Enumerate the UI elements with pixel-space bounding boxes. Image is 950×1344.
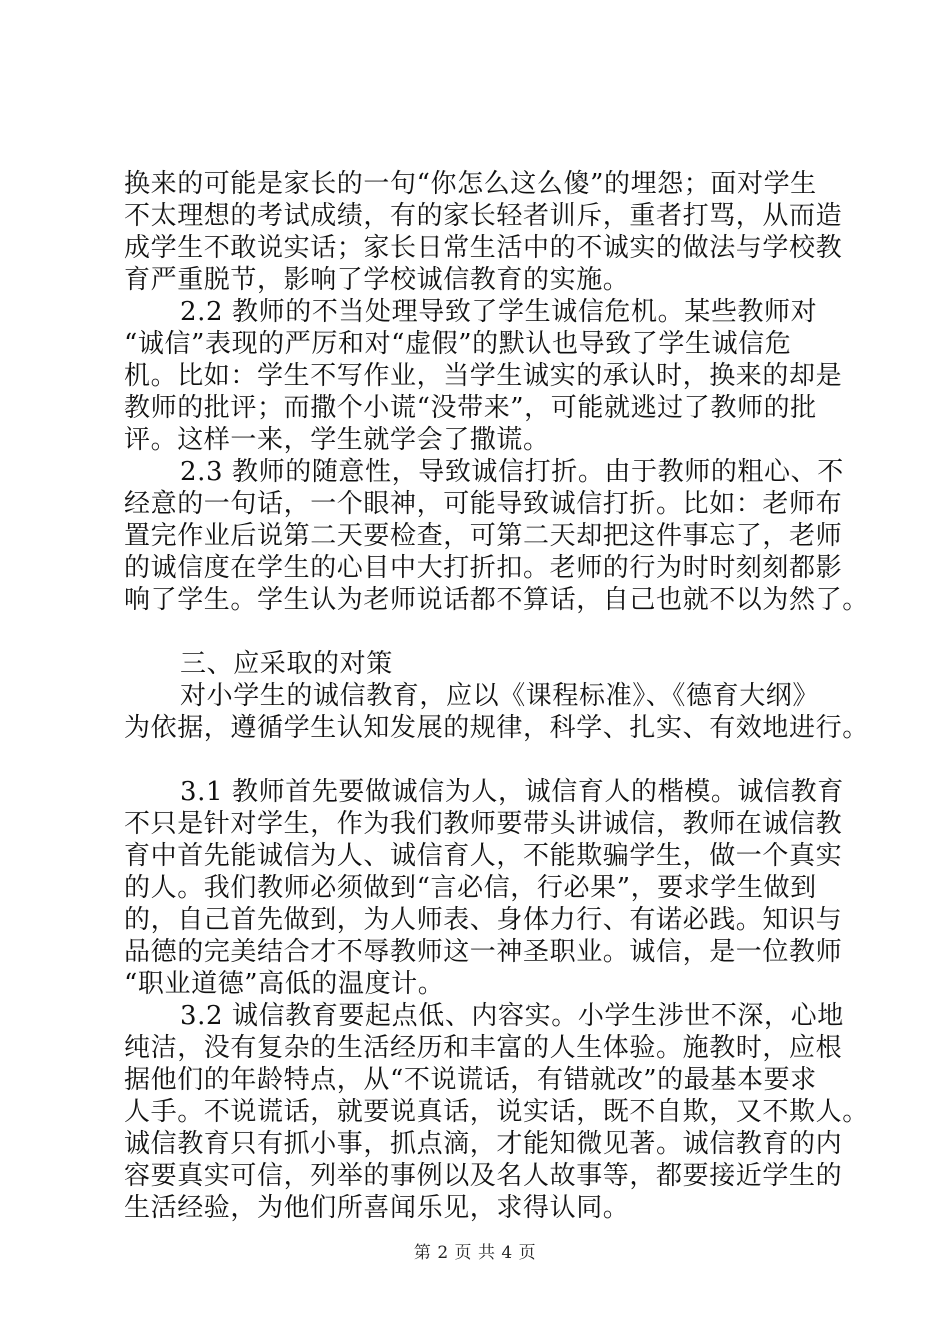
- text-line: 对小学生的诚信教育，应以《课程标准》、《德育大纲》: [180, 681, 820, 711]
- text-line: “职业道德”高低的温度计。: [124, 969, 445, 999]
- text-line: 容要真实可信，列举的事例以及名人故事等，都要接近学生的: [124, 1161, 843, 1191]
- blank-line: [124, 616, 829, 648]
- text-line: 2.3 教师的随意性，导致诚信打折。由于教师的粗心、不: [180, 457, 844, 487]
- section-3-intro: [124, 648, 869, 744]
- text-line: 机。比如：学生不写作业，当学生诚实的承认时，换来的却是: [124, 361, 843, 391]
- page-number: 第 2 页 共 4 页: [413, 1243, 537, 1263]
- text-line: 不只是针对学生，作为我们教师要带头讲诚信，教师在诚信教: [124, 809, 843, 839]
- text-line: 人手。不说谎话，就要说真话，说实话，既不自欺，又不欺人。: [124, 1097, 869, 1127]
- text-line: “诚信”表现的严厉和对“虚假”的默认也导致了学生诚信危: [124, 329, 792, 359]
- page-footer: [0, 1242, 950, 1264]
- paragraph-3-2: [124, 1000, 869, 1224]
- paragraph-continuation: [124, 168, 843, 296]
- paragraph-2-3: [124, 456, 869, 616]
- text-line: 育严重脱节，影响了学校诚信教育的实施。: [124, 265, 630, 295]
- text-line: 换来的可能是家长的一句“你怎么这么傻”的埋怨；面对学生: [124, 169, 817, 199]
- text-line: 的，自己首先做到，为人师表、身体力行、有诺必践。知识与: [124, 905, 843, 935]
- text-line: 的诚信度在学生的心目中大打折扣。老师的行为时时刻刻都影: [124, 553, 843, 583]
- paragraph-3-1: [124, 776, 844, 1000]
- text-line: 经意的一句话，一个眼神，可能导致诚信打折。比如：老师布: [124, 489, 843, 519]
- text-line: 2.2 教师的不当处理导致了学生诚信危机。某些教师对: [180, 297, 818, 327]
- text-line: 教师的批评；而撒个小谎“没带来”，可能就逃过了教师的批: [124, 393, 817, 423]
- text-line: 育中首先能诚信为人、诚信育人，不能欺骗学生，做一个真实: [124, 841, 843, 871]
- text-line: 据他们的年龄特点，从“不说谎话，有错就改”的最基本要求: [124, 1065, 817, 1095]
- text-line: 品德的完美结合才不辱教师这一神圣职业。诚信，是一位教师: [124, 937, 843, 967]
- blank-line: [124, 744, 829, 776]
- text-line: 成学生不敢说实话；家长日常生活中的不诚实的做法与学校教: [124, 233, 843, 263]
- text-line: 诚信教育只有抓小事，抓点滴，才能知微见著。诚信教育的内: [124, 1129, 843, 1159]
- document-body: [124, 168, 869, 1224]
- text-line: 3.2 诚信教育要起点低、内容实。小学生涉世不深，心地: [180, 1001, 844, 1031]
- section-heading: 三、应采取的对策: [180, 649, 393, 679]
- text-line: 为依据，遵循学生认知发展的规律，科学、扎实、有效地进行。: [124, 713, 869, 743]
- text-line: 置完作业后说第二天要检查，可第二天却把这件事忘了，老师: [124, 521, 843, 551]
- text-line: 纯洁，没有复杂的生活经历和丰富的人生体验。施教时，应根: [124, 1033, 843, 1063]
- text-line: 3.1 教师首先要做诚信为人，诚信育人的楷模。诚信教育: [180, 777, 844, 807]
- text-line: 响了学生。学生认为老师说话都不算话，自己也就不以为然了。: [124, 585, 869, 615]
- text-line: 的人。我们教师必须做到“言必信，行必果”，要求学生做到: [124, 873, 817, 903]
- text-line: 评。这样一来，学生就学会了撒谎。: [124, 425, 550, 455]
- text-line: 不太理想的考试成绩，有的家长轻者训斥，重者打骂，从而造: [124, 201, 843, 231]
- paragraph-2-2: [124, 296, 843, 456]
- text-line: 生活经验，为他们所喜闻乐见，求得认同。: [124, 1193, 630, 1223]
